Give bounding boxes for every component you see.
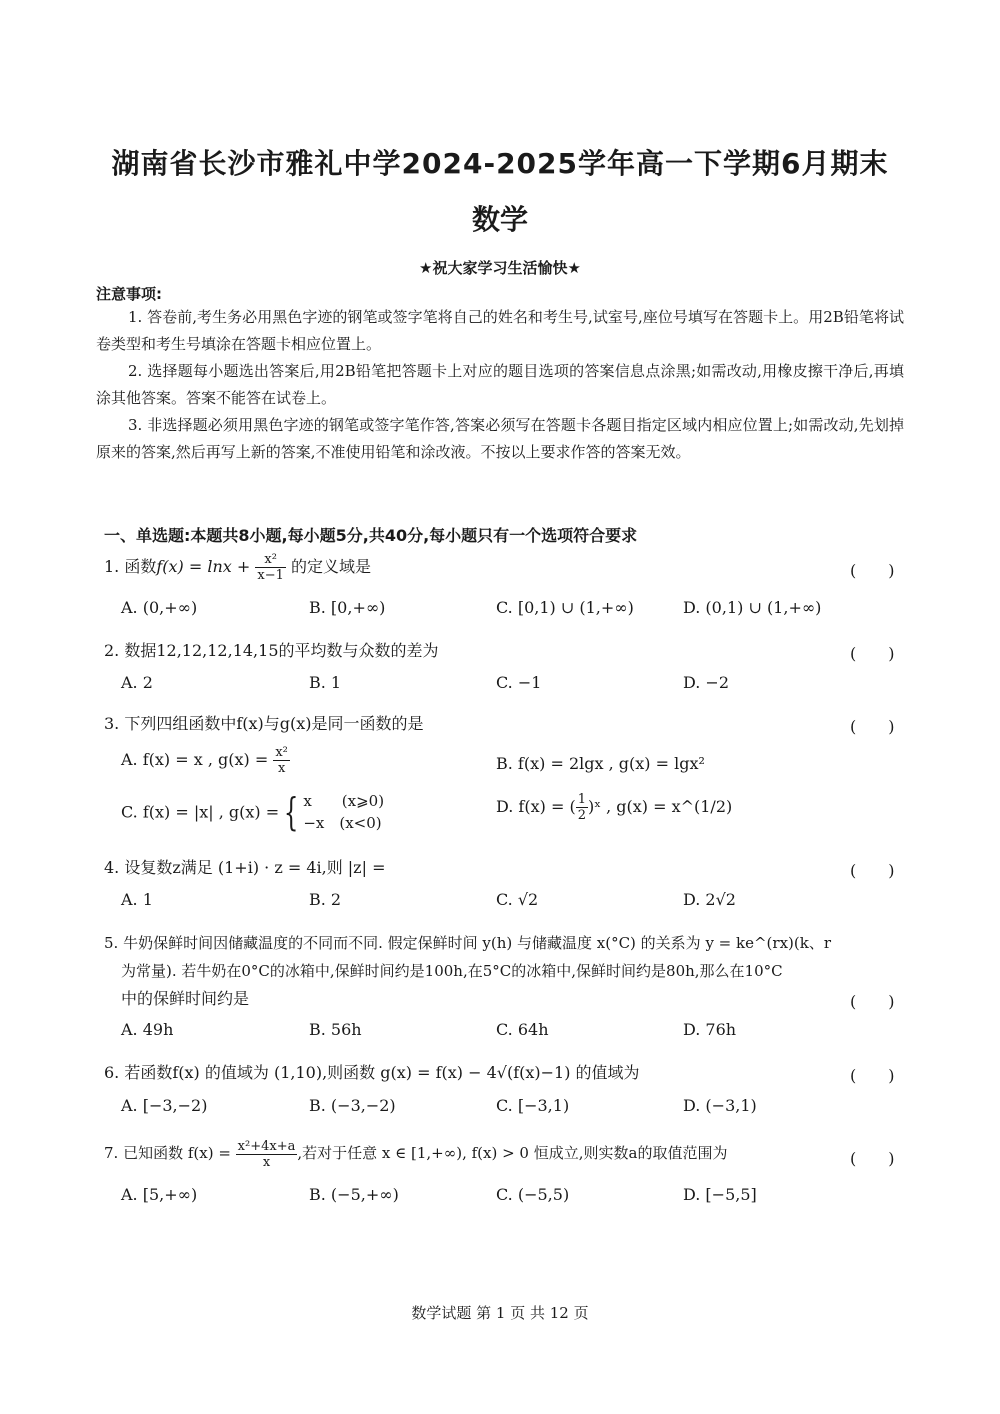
q1-denominator: x−1 [257,568,284,583]
q4-option-a: A. 1 [121,890,153,909]
q7-option-b: B. (−5,+∞) [309,1185,399,1204]
notice-item: 1. 答卷前,考生务必用黑色字迹的钢笔或签字笔将自己的姓名和考生号,试室号,座位号填写在答题卡上。用2B铅笔将试卷类型和考生号填涂在答题卡相应位置上。 [96,308,904,353]
q1-option-c: C. [0,1) ∪ (1,+∞) [496,598,634,617]
q5-option-c: C. 64h [496,1020,549,1039]
q1-prefix: 1. 函数 [104,557,157,576]
q7-option-c: C. (−5,5) [496,1185,570,1204]
question-1-stem [104,552,371,583]
q3-a-denominator: x [277,761,286,776]
q7-suffix: ,若对于任意 x ∈ [1,+∞), f(x) > 0 恒成立,则实数a的取值范围为 [297,1144,728,1162]
q1-function: f(x) = lnx + [156,557,256,576]
q1-option-d: D. (0,1) ∪ (1,+∞) [683,598,822,617]
q3-c-text: C. f(x) = |x| , g(x) = [121,802,280,822]
left-brace: { [283,790,299,834]
q4-option-c: C. √2 [496,890,539,909]
q4-option-d: D. 2√2 [683,890,736,909]
q1-option-b: B. [0,+∞) [309,598,386,617]
notice-item: 2. 选择题每小题选出答案后,用2B铅笔把答题卡上对应的题目选项的答案信息点涂黑;如需改动,用橡皮擦干净后,再填涂其他答案。答案不能答在试卷上。 [96,362,904,407]
q1-option-a: A. (0,+∞) [121,598,198,617]
motto: ★祝大家学习生活愉快★ [419,259,581,277]
question-6-stem: 6. 若函数f(x) 的值域为 (1,10),则函数 g(x) = f(x) − 4√(f(x)−1) 的值域为 [104,1063,640,1082]
q7-prefix: 7. 已知函数 f(x) = [104,1144,236,1162]
q3-option-b: B. f(x) = 2lgx , g(x) = lgx² [496,754,705,773]
q2-option-d: D. −2 [683,673,730,692]
q3-a-text: A. f(x) = x , g(x) = [121,750,274,769]
notice-item: 3. 非选择题必须用黑色字迹的钢笔或签字笔作答,答案必须写在答题卡各题目指定区域内相应位置上;如需改动,先划掉原来的答案,然后再写上新的答案,不准使用铅笔和涂改液。不按以上要求作答的答案无效。 [96,416,904,461]
q2-option-a: A. 2 [121,673,153,692]
q1-suffix: 的定义域是 [285,557,371,576]
q5-option-a: A. 49h [121,1020,174,1039]
question-2-stem: 2. 数据12,12,12,14,15的平均数与众数的差为 [104,641,439,660]
q3-c-case-2: −x (x<0) [303,814,382,832]
q3-c-case-1: x (x⩾0) [303,792,385,810]
page-title: 湖南省长沙市雅礼中学2024-2025学年高一下学期6月期末 [111,147,889,180]
q7-numerator: x²+4x+a [237,1138,296,1154]
q3-d-numerator: 1 [577,792,586,807]
q7-option-d: D. [−5,5] [683,1185,757,1204]
answer-bracket: ( ) [850,1149,895,1168]
answer-bracket: ( ) [850,717,895,736]
q3-d-suffix: )ˣ , g(x) = x^(1/2) [587,797,733,816]
q6-option-d: D. (−3,1) [683,1096,757,1115]
q3-d-fraction [576,792,588,823]
q2-option-c: C. −1 [496,673,542,692]
answer-bracket: ( ) [850,644,895,663]
q3-a-fraction [273,745,290,776]
q5-option-b: B. 56h [309,1020,362,1039]
q3-option-d [496,792,732,823]
q2-option-b: B. 1 [309,673,342,692]
question-5-line-3: 中的保鲜时间约是 [121,989,250,1008]
answer-bracket: ( ) [850,861,895,880]
q7-option-a: A. [5,+∞) [121,1185,198,1204]
q4-option-b: B. 2 [309,890,342,909]
q3-d-denominator: 2 [577,808,586,823]
question-3-stem: 3. 下列四组函数中f(x)与g(x)是同一函数的是 [104,714,424,733]
answer-bracket: ( ) [850,992,895,1011]
q7-denominator: x [262,1154,271,1170]
notice-heading: 注意事项: [96,285,162,303]
q3-d-text: D. f(x) = ( [496,797,576,816]
question-5-line-2: 为常量). 若牛奶在0°C的冰箱中,保鲜时间约是100h,在5°C的冰箱中,保鲜时间约是80h,那么在10°C [121,962,783,980]
q3-option-c [121,790,384,834]
q3-c-cases [303,790,384,834]
question-4-stem: 4. 设复数z满足 (1+i) · z = 4i,则 |z| = [104,858,386,877]
answer-bracket: ( ) [850,1066,895,1085]
question-5-line-1: 5. 牛奶保鲜时间因储藏温度的不同而不同. 假定保鲜时间 y(h) 与储藏温度 x(°C) 的关系为 y = ke^(rx)(k、r [104,934,831,952]
q6-option-a: A. [−3,−2) [121,1096,208,1115]
answer-bracket: ( ) [850,561,895,580]
q7-fraction [236,1139,298,1170]
q1-fraction [255,552,286,583]
q5-option-d: D. 76h [683,1020,737,1039]
q3-a-numerator: x² [275,745,288,760]
subject-title: 数学 [471,203,528,236]
q1-numerator: x² [255,552,286,568]
q3-option-a [121,745,290,776]
section-heading: 一、单选题:本题共8小题,每小题5分,共40分,每小题只有一个选项符合要求 [104,526,638,545]
q6-option-c: C. [−3,1) [496,1096,570,1115]
page-footer: 数学试题 第 1 页 共 12 页 [411,1304,589,1322]
question-7-stem [104,1138,854,1170]
q6-option-b: B. (−3,−2) [309,1096,396,1115]
